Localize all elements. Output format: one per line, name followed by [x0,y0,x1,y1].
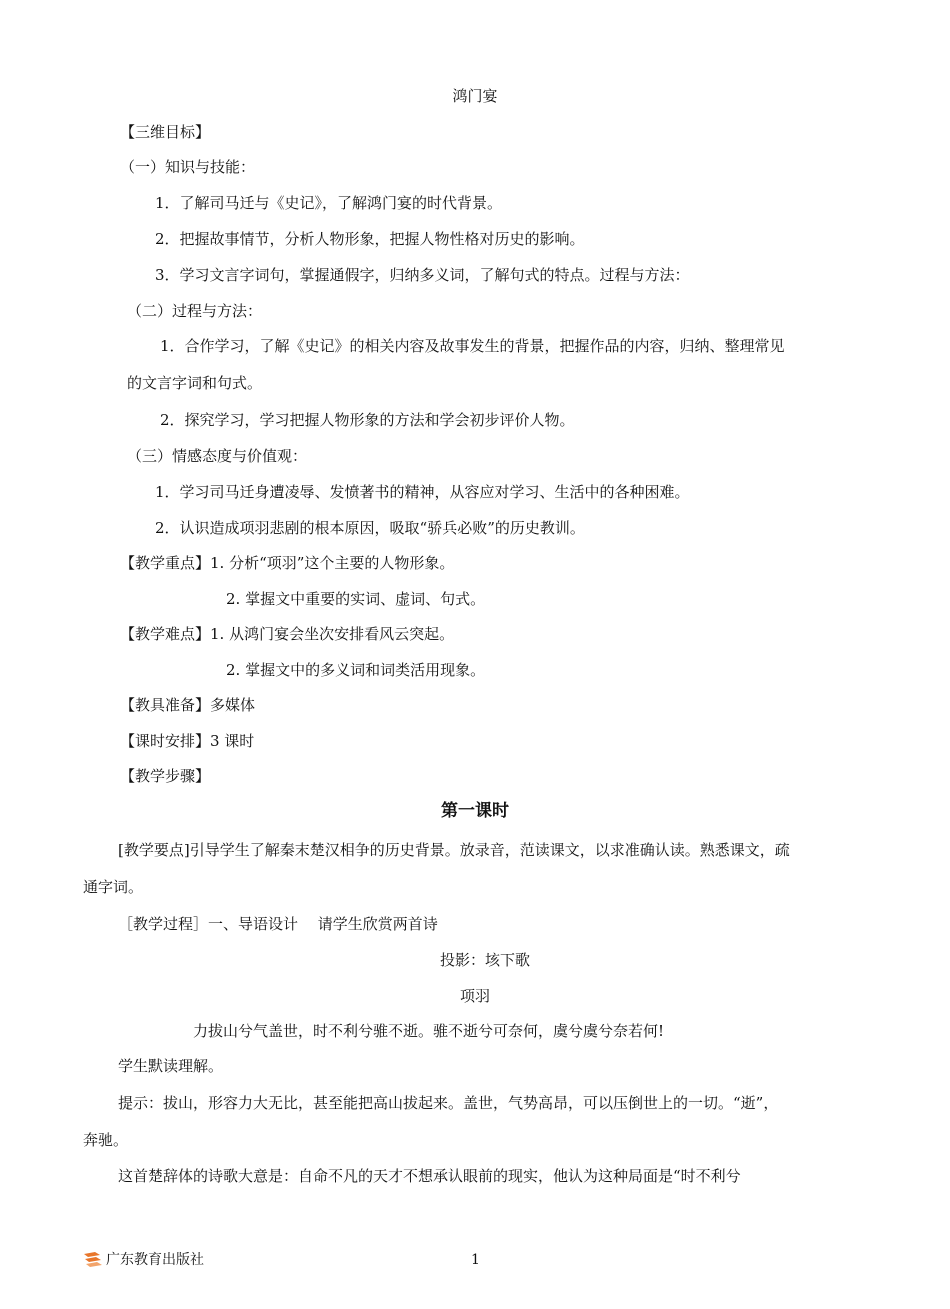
meaning-line: 这首楚辞体的诗歌大意是：自命不凡的天才不想承认眼前的现实，他认为这种局面是“时不利兮 [118,1167,741,1185]
s2-item1-line2: 的文言字词和句式。 [127,374,263,392]
lesson1-points-line2: 通字词。 [83,878,144,896]
footer-page-number: 1 [471,1252,480,1268]
s1-item1: 1．了解司马迁与《史记》，了解鸿门宴的时代背景。 [155,194,503,212]
process-line: ［教学过程］一、导语设计 请学生欣赏两首诗 [118,915,438,933]
s3-item1: 1．学习司马迁身遭凌辱、发愤著书的精神，从容应对学习、生活中的各种困难。 [155,483,690,501]
hint-line1: 提示：拔山，形容力大无比，甚至能把高山拔起来。盖世，气势高昂，可以压倒世上的一切。“逝”， [118,1094,779,1112]
key-points-2: 2. 掌握文中重要的实词、虚词、句式。 [226,590,486,608]
lesson1-heading: 第一课时 [441,801,509,821]
projection-line: 投影：垓下歌 [440,951,531,969]
s2-item1-line1: 1．合作学习，了解《史记》的相关内容及故事发生的背景，把握作品的内容，归纳、整理常见 [160,337,785,355]
s1-item2: 2．把握故事情节，分析人物形象，把握人物性格对历史的影响。 [155,230,585,248]
section1-heading: （一）知识与技能： [120,158,256,176]
page-title: 鸿门宴 [452,87,498,105]
hint-line2: 奔驰。 [83,1131,129,1149]
section2-heading: （二）过程与方法： [127,302,263,320]
silent-read: 学生默读理解。 [118,1057,224,1075]
schedule-line: 【课时安排】3 课时 [120,732,255,750]
goals-heading: 【三维目标】 [120,123,211,141]
difficulties-2: 2. 掌握文中的多义词和词类活用现象。 [226,661,486,679]
poem-author: 项羽 [459,987,490,1005]
s2-item2: 2．探究学习，学习把握人物形象的方法和学会初步评价人物。 [160,411,575,429]
publisher-logo-icon [83,1251,103,1267]
poem-text: 力拔山兮气盖世，时不利兮骓不逝。骓不逝兮可奈何，虞兮虞兮奈若何! [193,1022,665,1040]
s1-item3: 3．学习文言字词句，掌握通假字，归纳多义词，了解句式的特点。过程与方法： [155,266,690,284]
difficulties-1: 【教学难点】1. 从鸿门宴会坐次安排看风云突起。 [120,625,455,643]
section3-heading: （三）情感态度与价值观： [127,447,308,465]
lesson1-points-line1: [教学要点]引导学生了解秦末楚汉相争的历史背景。放录音，范读课文，以求准确认读。熟悉课文，疏 [118,841,790,859]
tools-line: 【教具准备】多媒体 [120,696,256,714]
footer-publisher: 广东教育出版社 [106,1252,204,1268]
steps-heading: 【教学步骤】 [120,767,211,785]
s3-item2: 2．认识造成项羽悲剧的根本原因，吸取“骄兵必败”的历史教训。 [155,519,585,537]
key-points-1: 【教学重点】1. 分析“项羽”这个主要的人物形象。 [120,554,455,572]
